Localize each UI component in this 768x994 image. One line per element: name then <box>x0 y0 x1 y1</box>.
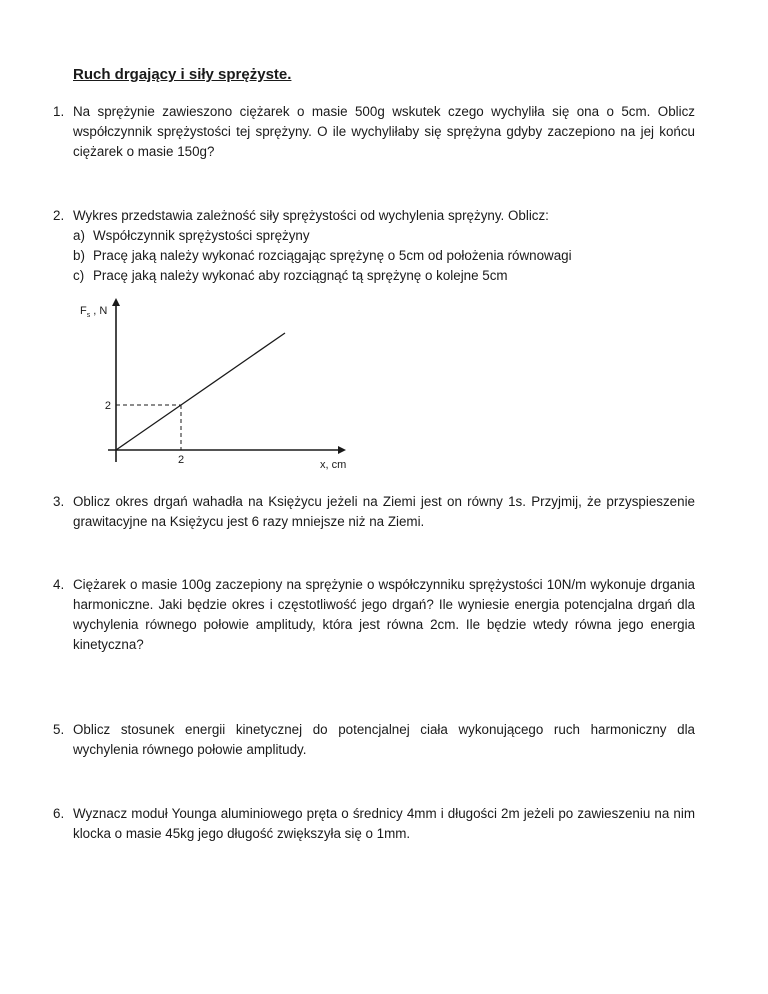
task-4 <box>53 575 695 655</box>
task-number: 2. <box>53 208 65 223</box>
y-axis-label <box>80 305 107 319</box>
task-3 <box>53 492 695 532</box>
task-text: Wyznacz moduł Younga aluminiowego pręta o średnicy 4mm i długości 2m jeżeli po zawieszeniu na nim klocka o masie 45kg jego długość zwiększyła się o 1mm. <box>73 806 695 841</box>
subtask-text: Pracę jaką należy wykonać rozciągając sprężynę o 5cm od położenia równowagi <box>93 248 572 263</box>
series-line <box>116 333 285 450</box>
subtask-letter: b) <box>73 248 85 263</box>
task-text: Oblicz stosunek energii kinetycznej do potencjalnej ciała wykonującego ruch harmoniczny dla wychylenia równego połowie amplitudy. <box>73 722 695 757</box>
subtask-text: Pracę jaką należy wykonać aby rozciągnąć tą sprężynę o kolejne 5cm <box>93 268 508 283</box>
x-tick-label: 2 <box>177 454 185 466</box>
task-number: 5. <box>53 722 65 737</box>
force-extension-chart <box>0 290 400 480</box>
task-1 <box>53 102 695 162</box>
subtask-letter: c) <box>73 268 85 283</box>
y-axis-label-sub: s <box>86 312 91 319</box>
task-text: Na sprężynie zawieszono ciężarek o masie 500g wskutek czego wychyliła się ona o 5cm. Oblicz współczynnik sprężystości tej sprężyny. O ile wychyliłaby się sprężyna gdyby zaczepiono na jej końcu ciężarek o masie 150g? <box>73 104 695 159</box>
task-6 <box>53 804 695 844</box>
task-number: 6. <box>53 806 65 821</box>
subtask-b <box>73 246 695 266</box>
task-text: Oblicz okres drgań wahadła na Księżycu jeżeli na Ziemi jest on równy 1s. Przyjmij, że przyspieszenie grawitacyjne na Księżycu jest 6 razy mniejsze niż na Ziemi. <box>73 494 695 529</box>
task-text: Ciężarek o masie 100g zaczepiony na sprężynie o współczynniku sprężystości 10N/m wykonuje drgania harmoniczne. Jaki będzie okres i częstotliwość jego drgań? Ile wyniesie energia potencjalna drgań dla wychylenia równego połowie amplitudy, która jest równa 2cm. Ile będzie wtedy równa jego energia kinetyczna? <box>73 577 695 652</box>
task-2 <box>53 206 695 286</box>
x-axis-label: x, cm <box>320 459 347 471</box>
task-number: 4. <box>53 577 65 592</box>
y-axis-label-main: F <box>80 305 87 317</box>
task-number: 1. <box>53 104 65 119</box>
task-5 <box>53 720 695 760</box>
y-axis-label-unit: , N <box>90 305 108 317</box>
subtask-text: Współczynnik sprężystości sprężyny <box>93 228 310 243</box>
subtask-c <box>73 266 695 286</box>
subtask-letter: a) <box>73 228 85 243</box>
y-tick-label: 2 <box>104 400 111 412</box>
subtask-a <box>73 226 695 246</box>
task-text: Wykres przedstawia zależność siły sprężystości od wychylenia sprężyny. Oblicz: <box>73 208 549 223</box>
worksheet-title: Ruch drgający i siły sprężyste. <box>73 66 292 83</box>
task-number: 3. <box>53 494 65 509</box>
